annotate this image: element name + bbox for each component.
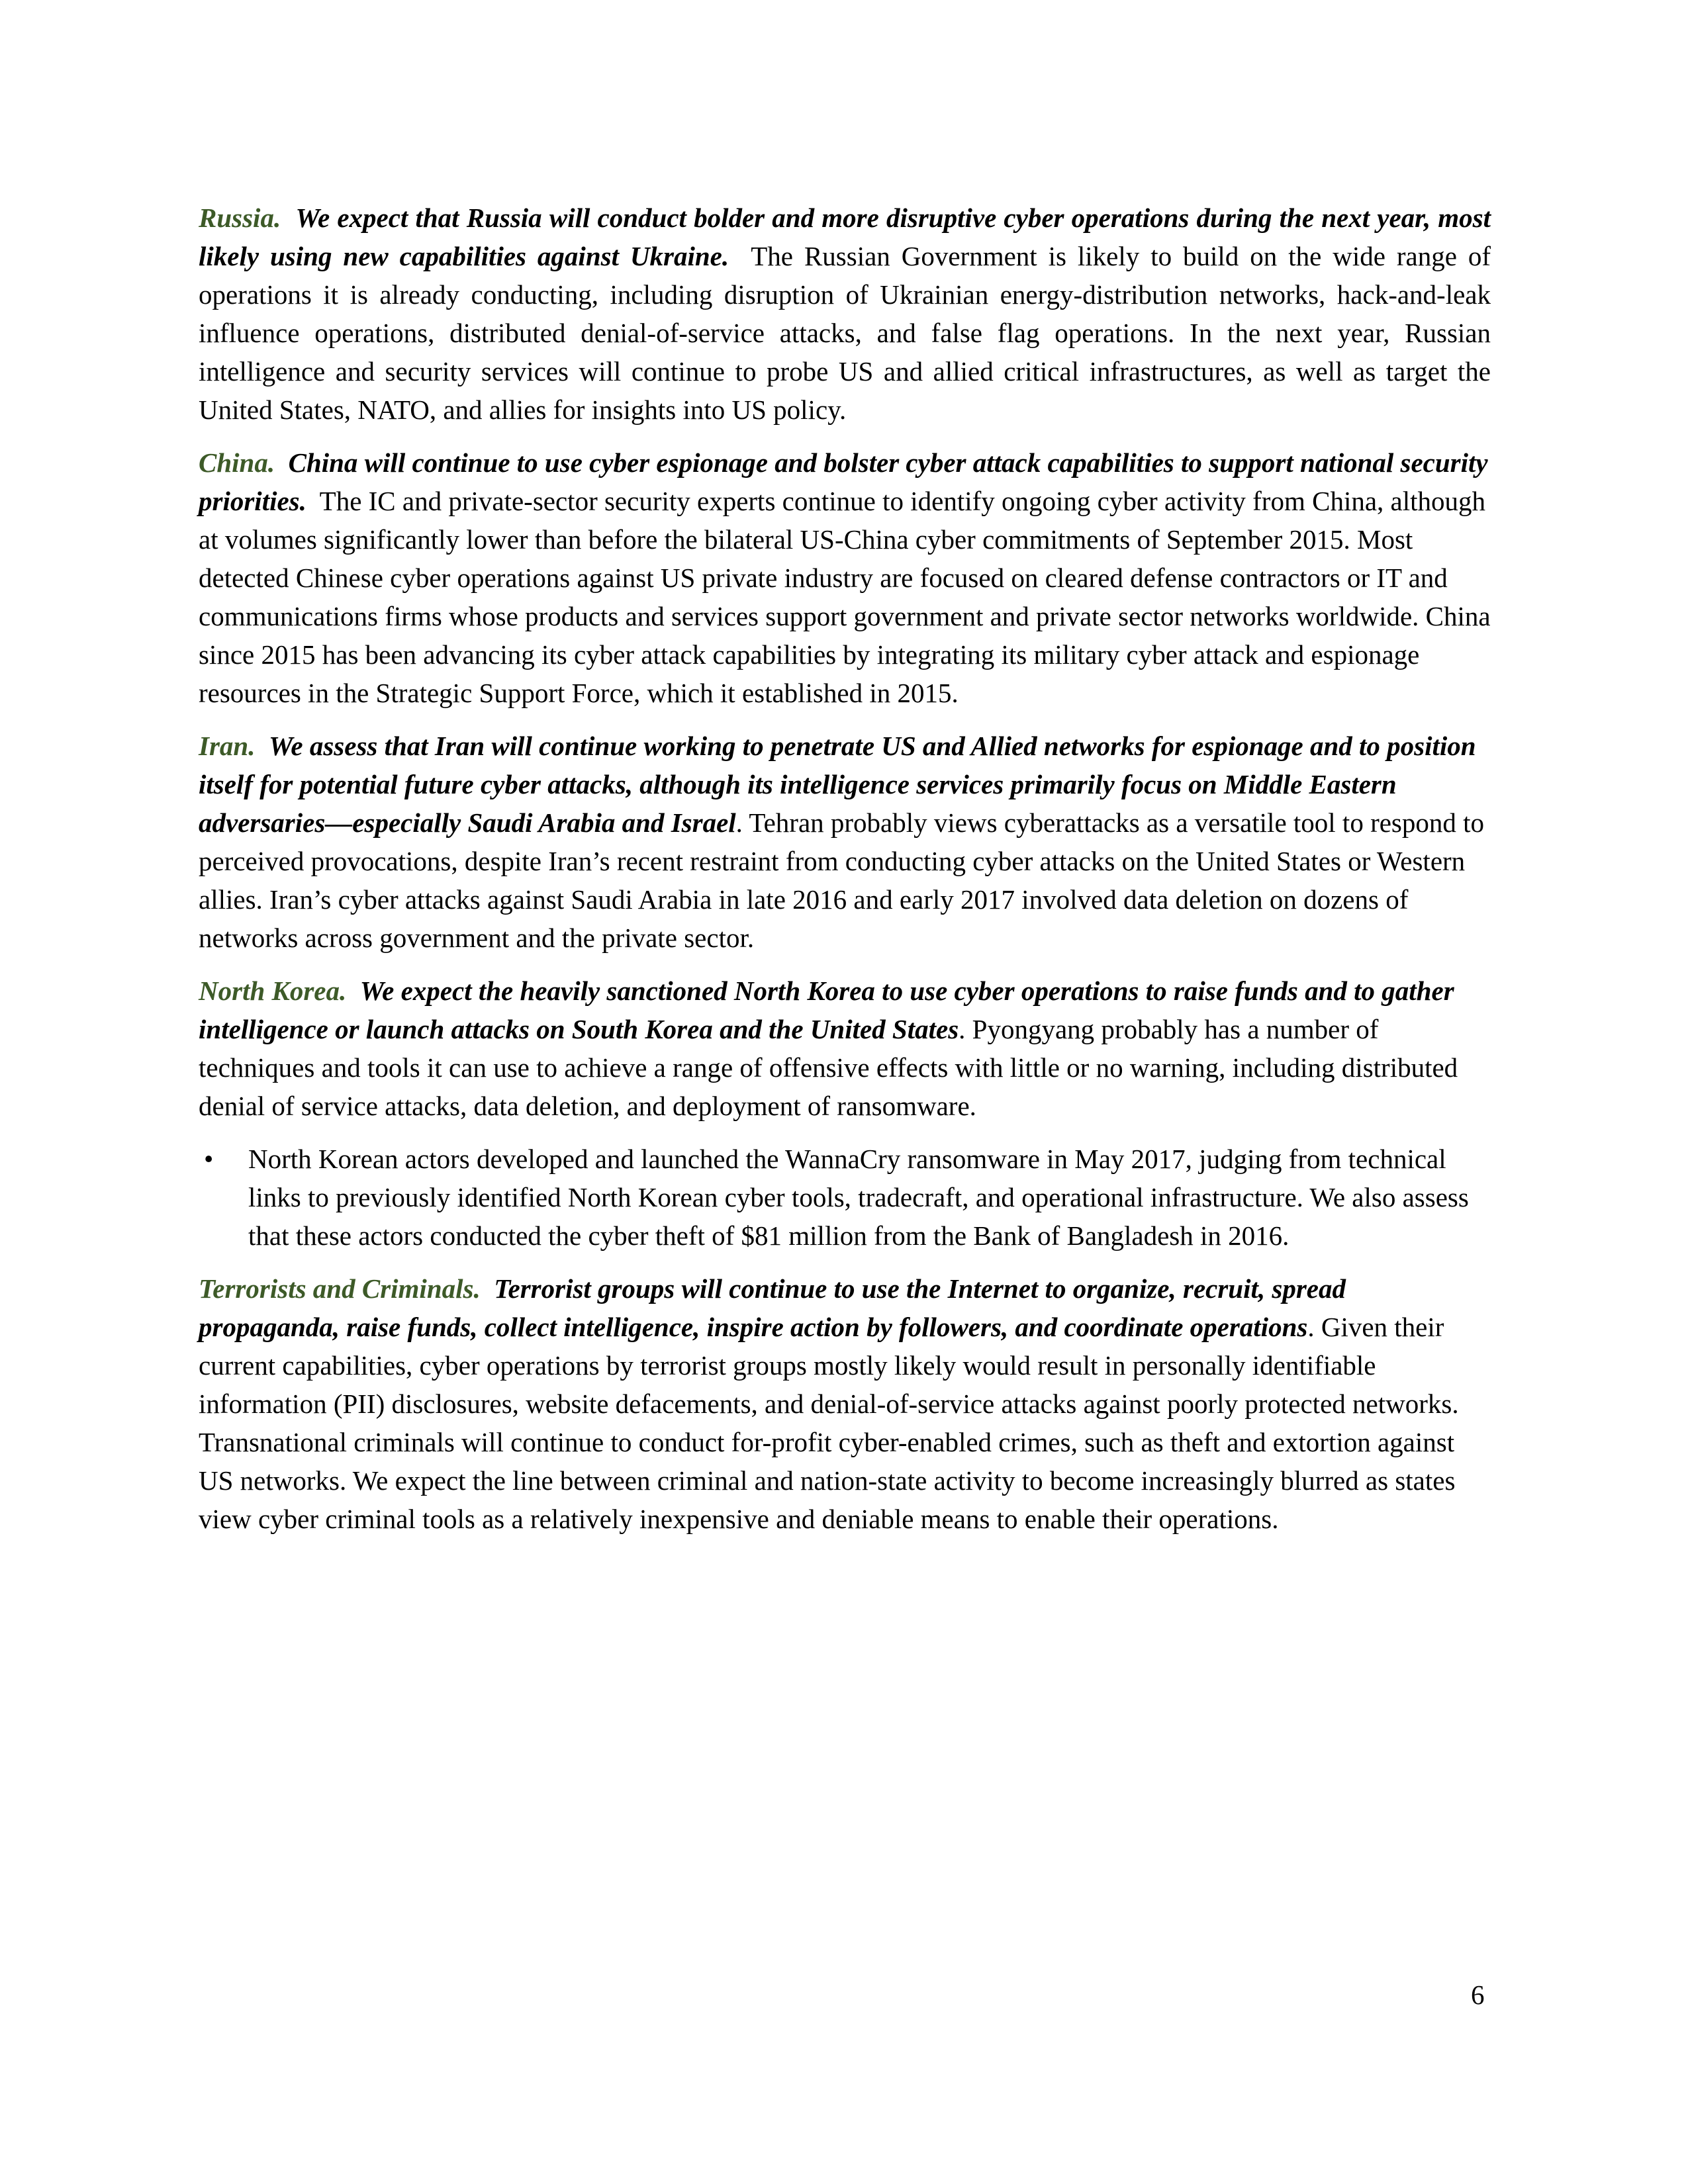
bullet-icon: • [204,1144,214,1174]
key-judgment: We assess that Iran will continue working to penetrate US and Allied networks for espionage and to position itself for potential future cyber attacks, although its intelligence services primarily focus on Middle Eastern adversaries—especially Saudi Arabia and Israel [199,731,1476,838]
section-russia [199,199,1491,429]
bullet-text: North Korean actors developed and launched the WannaCry ransomware in May 2017, judging from technical links to previously identified North Korean cyber tools, tradecraft, and operational infrastructure. We also assess that these actors conducted the cyber theft of $81 million from the Bank of Bangladesh in 2016. [248,1144,1469,1251]
section-terrorists-criminals [199,1269,1491,1538]
section-body: . Pyongyang probably has a number of techniques and tools it can use to achieve a range of offensive effects with little or no warning, including distributed denial of service attacks, data deletion, and deployment of ransomware. [199,1014,1458,1121]
north-korea-bullets [199,1140,1491,1255]
key-judgment: We expect that Russia will conduct bolder and more disruptive cyber operations during the next year, most likely using new capabilities against Ukraine. [199,203,1491,271]
document-page [199,199,1491,1553]
list-item [199,1140,1491,1255]
section-iran [199,727,1491,957]
key-judgment: China will continue to use cyber espionage and bolster cyber attack capabilities to support national security priorities. [199,447,1488,516]
section-body: . Tehran probably views cyberattacks as a versatile tool to respond to perceived provocations, despite Iran’s recent restraint from conducting cyber attacks on the United States or Western allies. Iran’s cyber attacks against Saudi Arabia in late 2016 and early 2017 involved data deletion on dozens of networks across government and the private sector. [199,807,1485,953]
section-heading: Iran. [199,731,256,761]
section-body: . Given their current capabilities, cyber operations by terrorist groups mostly likely would result in personally identifiable information (PII) disclosures, website defacements, and denial-of-service attacks against poorly protected networks. Transnational criminals will continue to conduct for-profit cyber-enabled crimes, such as theft and extortion against US networks. We expect the line between criminal and nation-state activity to become increasingly blurred as states view cyber criminal tools as a relatively inexpensive and deniable means to enable their operations. [199,1312,1459,1534]
section-north-korea [199,972,1491,1125]
section-heading: Russia. [199,203,281,233]
key-judgment: Terrorist groups will continue to use the Internet to organize, recruit, spread propaganda, raise funds, collect intelligence, inspire action by followers, and coordinate operations [199,1273,1346,1342]
section-heading: North Korea. [199,976,347,1006]
page-number: 6 [1471,1979,1485,2010]
section-heading: Terrorists and Criminals. [199,1273,481,1304]
section-china [199,443,1491,712]
key-judgment: We expect the heavily sanctioned North Korea to use cyber operations to raise funds and to gather intelligence or launch attacks on South Korea and the United States [199,976,1454,1044]
section-body: The IC and private-sector security experts continue to identify ongoing cyber activity from China, although at volumes significantly lower than before the bilateral US-China cyber commitments of September 2015. Most detected Chinese cyber operations against US private industry are focused on cleared defense contractors or IT and communications firms whose products and services support government and private sector networks worldwide. China since 2015 has been advancing its cyber attack capabilities by integrating its military cyber attack and espionage resources in the Strategic Support Force, which it established in 2015. [199,486,1491,708]
section-body: The Russian Government is likely to build on the wide range of operations it is already conducting, including disruption of Ukrainian energy-distribution networks, hack-and-leak influence operations, distributed denial-of-service attacks, and false flag operations. In the next year, Russian intelligence and security services will continue to probe US and allied critical infrastructures, as well as target the United States, NATO, and allies for insights into US policy. [199,241,1491,425]
section-heading: China. [199,447,275,478]
